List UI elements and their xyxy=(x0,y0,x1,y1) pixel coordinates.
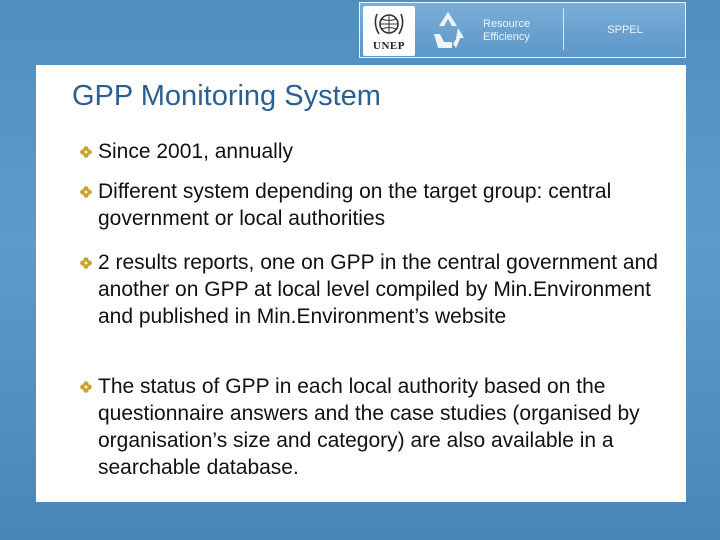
bullet-text: Since 2001, annually xyxy=(98,140,293,163)
flower-bullet-icon xyxy=(80,257,92,269)
bullet-item xyxy=(80,249,670,330)
flower-bullet-icon xyxy=(80,186,92,198)
bullet-text: 2 results reports, one on GPP in the central government and another on GPP at local level compiled by Min.Environment and published in Min.Environment’s website xyxy=(98,251,658,328)
bullet-item xyxy=(80,178,670,232)
resource-efficiency-label xyxy=(483,18,530,44)
resource-label: Resource xyxy=(483,18,531,30)
bullet-text: Different system depending on the target group: central government or local authorities xyxy=(98,180,612,230)
bullet-text: The status of GPP in each local authority based on the questionnaire answers and the case studies (organised by organisation’s size and category) are also available in a searchable database. xyxy=(98,375,640,479)
flower-bullet-icon xyxy=(80,381,92,393)
slide-content-card xyxy=(36,65,686,502)
slide-title: GPP Monitoring System xyxy=(72,80,381,112)
sppel-label: SPPEL xyxy=(607,24,643,36)
efficiency-label: Efficiency xyxy=(483,31,530,43)
unep-logo-text: UNEP xyxy=(373,40,405,52)
globe-laurel-icon xyxy=(371,8,407,40)
bullet-item xyxy=(80,138,293,165)
unep-logo xyxy=(363,6,415,56)
bullet-item xyxy=(80,373,670,481)
recycle-icon xyxy=(426,8,470,52)
flower-bullet-icon xyxy=(80,146,92,158)
